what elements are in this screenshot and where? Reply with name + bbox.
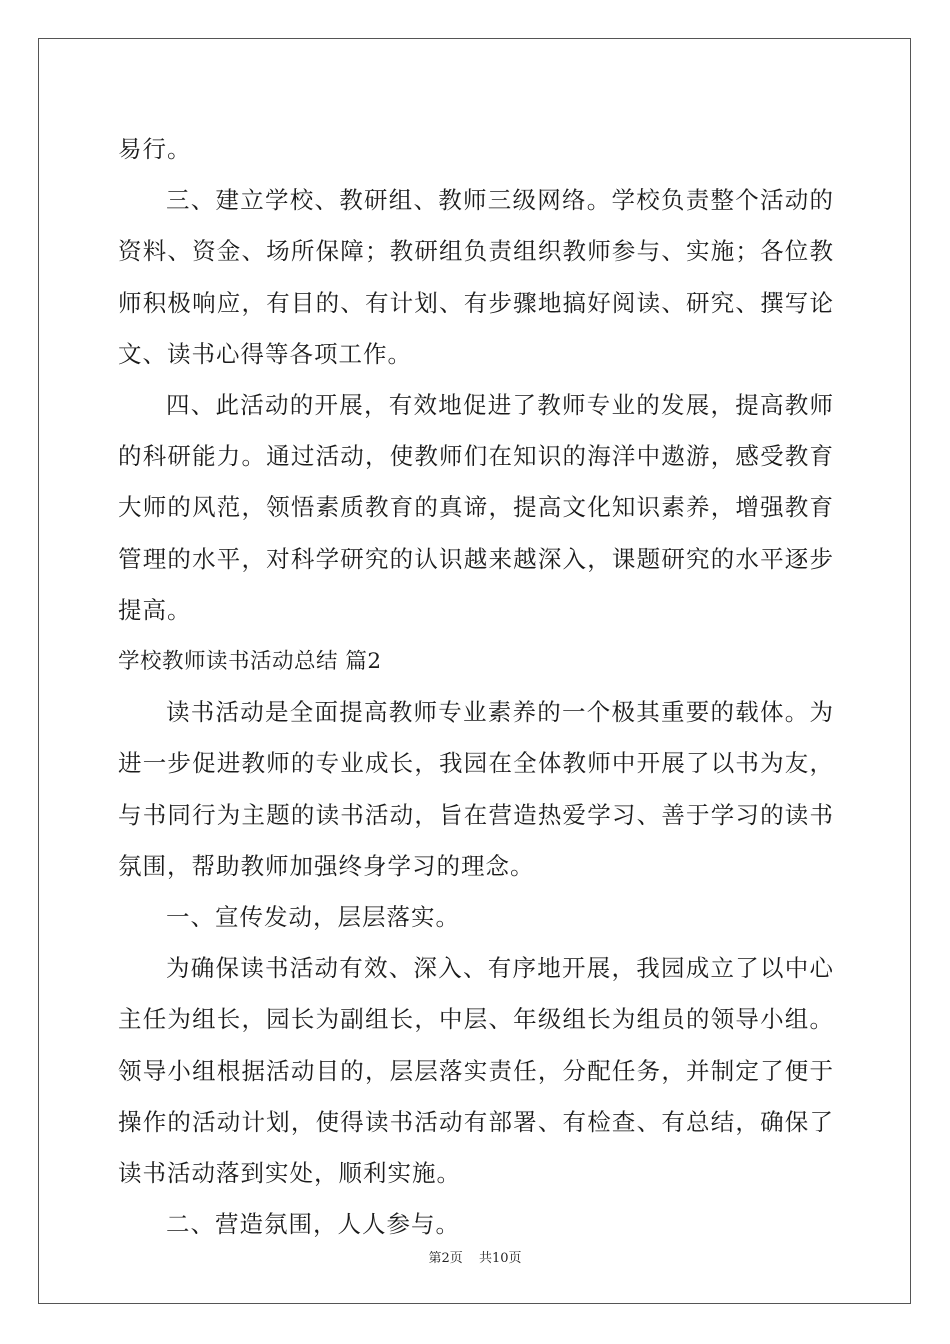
paragraph-point-four: 四、此活动的开展，有效地促进了教师专业的发展，提高教师的科研能力。通过活动，使教师们在知识的海洋中遨游，感受教育大师的风范，领悟素质教育的真谛，提高文化知识素养，增强教育管理的水平，对科学研究的认识越来越深入，课题研究的水平逐步提高。 bbox=[118, 391, 834, 624]
paragraph-point-three: 三、建立学校、教研组、教师三级网络。学校负责整个活动的资料、资金、场所保障；教研组负责组织教师参与、实施；各位教师积极响应，有目的、有计划、有步骤地搞好阅读、研究、撰写论文、读书心得等各项工作。 bbox=[118, 186, 834, 368]
paragraph-intro: 读书活动是全面提高教师专业素养的一个极其重要的载体。为进一步促进教师的专业成长，我园在全体教师中开展了以书为友，与书同行为主题的读书活动，旨在营造热爱学习、善于学习的读书氛围，帮助教师加强终身学习的理念。 bbox=[118, 698, 834, 880]
subheading-two: 二、营造氛围，人人参与。 bbox=[166, 1210, 460, 1239]
paragraph-organization: 为确保读书活动有效、深入、有序地开展，我园成立了以中心主任为组长，园长为副组长，中层、年级组长为组员的领导小组。领导小组根据活动目的，层层落实责任，分配任务，并制定了便于操作的活动计划，使得读书活动有部署、有检查、有总结，确保了读书活动落到实处，顺利实施。 bbox=[118, 954, 834, 1188]
subheading-one: 一、宣传发动，层层落实。 bbox=[166, 903, 460, 932]
page-number: 第2页 bbox=[428, 1251, 463, 1266]
paragraph-continuation: 易行。 bbox=[118, 135, 192, 163]
section-heading: 学校教师读书活动总结 篇2 bbox=[118, 649, 382, 675]
page-total: 共10页 bbox=[478, 1251, 522, 1266]
document-body bbox=[118, 124, 834, 1250]
page-footer bbox=[0, 1247, 950, 1266]
